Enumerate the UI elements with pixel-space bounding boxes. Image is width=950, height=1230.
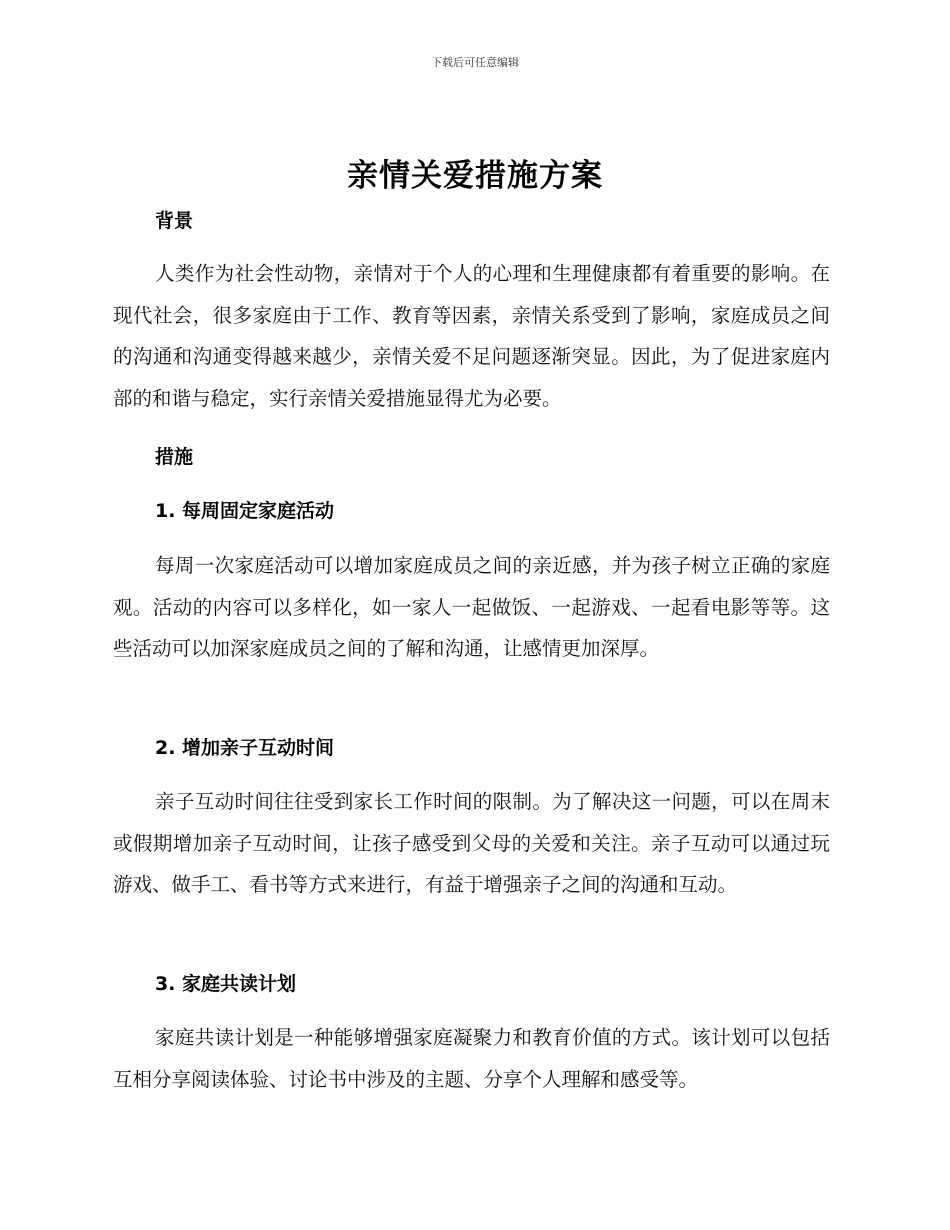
paragraph-weekly-activity: 每周一次家庭活动可以增加家庭成员之间的亲近感，并为孩子树立正确的家庭观。活动的内容可以多样化，如一家人一起做饭、一起游戏、一起看电影等等。这些活动可以加深家庭成员之间的了解和沟通，让感情更加深厚。	[113, 554, 830, 660]
header-note: 下载后可任意编辑	[431, 56, 519, 69]
paragraph-background: 人类作为社会性动物，亲情对于个人的心理和生理健康都有着重要的影响。在现代社会，很多家庭由于工作、教育等因素，亲情关系受到了影响，家庭成员之间的沟通和沟通变得越来越少，亲情关爱不足问题逐渐突显。因此，为了促进家庭内部的和谐与稳定，实行亲情关爱措施显得尤为必要。	[113, 262, 830, 410]
item-heading-family-reading: 3. 家庭共读计划	[155, 973, 297, 995]
section-heading-measures: 措施	[155, 446, 194, 468]
paragraph-family-reading: 家庭共读计划是一种能够增强家庭凝聚力和教育价值的方式。该计划可以包括互相分享阅读体验、讨论书中涉及的主题、分享个人理解和感受等。	[113, 1026, 830, 1091]
section-heading-background: 背景	[155, 210, 194, 232]
paragraph-parent-child-time: 亲子互动时间往往受到家长工作时间的限制。为了解决这一问题，可以在周末或假期增加亲子互动时间，让孩子感受到父母的关爱和关注。亲子互动可以通过玩游戏、做手工、看书等方式来进行，有益于增强亲子之间的沟通和互动。	[113, 790, 830, 896]
document-title: 亲情关爱措施方案	[347, 158, 603, 194]
item-heading-parent-child-time: 2. 增加亲子互动时间	[155, 737, 335, 759]
item-heading-weekly-activity: 1. 每周固定家庭活动	[155, 500, 335, 522]
